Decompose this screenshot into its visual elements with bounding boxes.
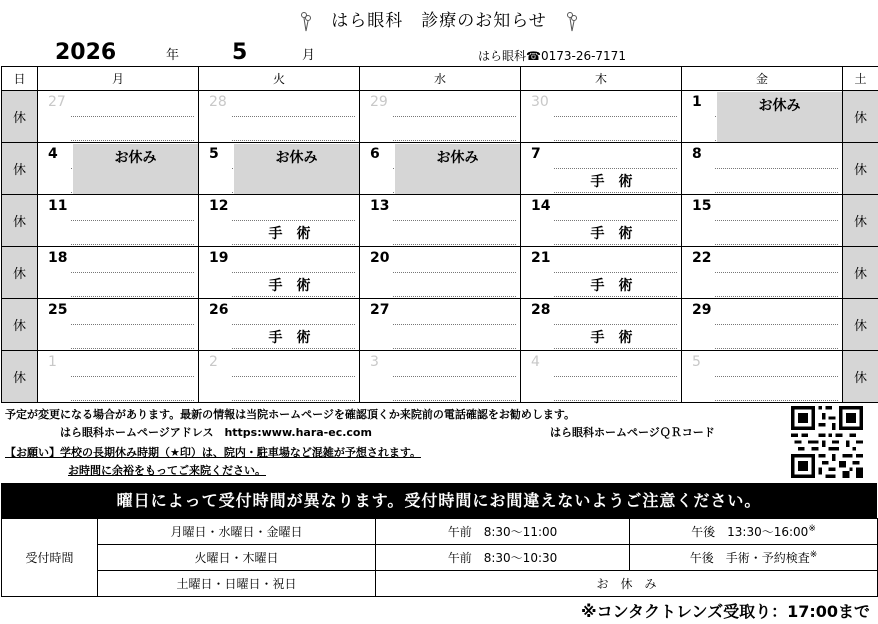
surgery-label: 手術 — [268, 277, 325, 294]
hours-pm: 午後 手術・予約検査 — [689, 551, 810, 565]
day-number: 25 — [48, 301, 68, 318]
saturday-closed-cell: 休 — [843, 351, 878, 403]
year-unit: 年 — [166, 48, 180, 63]
hours-label: 受付時間 — [2, 519, 98, 597]
surgery-label: 手術 — [268, 225, 325, 242]
day-number: 29 — [692, 301, 712, 318]
hours-am: 午前 8:30～11:00 — [376, 519, 630, 545]
hours-pm-cell — [630, 519, 878, 545]
hours-closed: お 休 み — [376, 571, 878, 597]
day-number: 5 — [692, 353, 701, 370]
page-title — [0, 6, 878, 32]
weekday-sun: 日 — [2, 67, 38, 91]
calendar-day — [521, 247, 682, 299]
calendar-day — [682, 143, 843, 195]
calendar-day — [199, 195, 360, 247]
flower-icon — [565, 10, 579, 32]
qr-code-icon — [790, 406, 864, 478]
holiday-label: お休み — [234, 144, 359, 194]
day-number: 22 — [692, 249, 712, 266]
month-unit: 月 — [302, 48, 316, 63]
day-number: 20 — [370, 249, 390, 266]
day-number: 4 — [48, 145, 58, 162]
request-notice-2: お時間に余裕をもってご来院ください。 — [68, 464, 266, 477]
sunday-closed-cell: 休 — [2, 299, 38, 351]
sunday-closed-cell: 休 — [2, 247, 38, 299]
weekday-mon: 月 — [38, 67, 199, 91]
holiday-label: お休み — [73, 144, 198, 194]
calendar-day — [360, 351, 521, 403]
calendar-day — [360, 195, 521, 247]
calendar-week — [2, 299, 878, 351]
weekday-header — [2, 67, 878, 91]
sunday-closed-cell: 休 — [2, 91, 38, 143]
day-number: 27 — [370, 301, 390, 318]
day-number: 3 — [370, 353, 379, 370]
flower-icon — [299, 10, 313, 32]
day-number: 30 — [531, 93, 549, 110]
calendar-day — [38, 91, 199, 143]
calendar-day — [521, 143, 682, 195]
calendar-day — [38, 351, 199, 403]
calendar-day — [38, 247, 199, 299]
weekday-fri: 金 — [682, 67, 843, 91]
saturday-closed-cell: 休 — [843, 143, 878, 195]
day-number: 21 — [531, 249, 551, 266]
calendar-day — [360, 299, 521, 351]
calendar-day — [360, 247, 521, 299]
saturday-closed-cell: 休 — [843, 247, 878, 299]
hours-row — [2, 519, 878, 545]
sunday-closed-cell: 休 — [2, 351, 38, 403]
reception-hours-table — [1, 518, 878, 597]
calendar-week — [2, 143, 878, 195]
surgery-label: 手術 — [590, 277, 647, 294]
hours-pm: 午後 13:30～16:00 — [691, 525, 809, 539]
year: 2026 — [55, 40, 117, 65]
day-number: 15 — [692, 197, 712, 214]
day-number: 18 — [48, 249, 68, 266]
saturday-closed-cell: 休 — [843, 91, 878, 143]
calendar-day — [521, 91, 682, 143]
calendar-day — [682, 91, 843, 143]
calendar-week — [2, 195, 878, 247]
calendar-day — [360, 143, 521, 195]
day-number: 13 — [370, 197, 390, 214]
hours-row — [2, 545, 878, 571]
homepage-qr-label: はら眼科ホームページＱＲコード — [550, 426, 715, 439]
calendar — [1, 66, 878, 403]
calendar-day — [682, 299, 843, 351]
month: 5 — [232, 40, 248, 65]
calendar-day — [199, 247, 360, 299]
day-number: 12 — [209, 197, 229, 214]
day-number: 4 — [531, 353, 540, 370]
sunday-closed-cell: 休 — [2, 195, 38, 247]
day-number: 1 — [692, 93, 702, 110]
request-notice: 【お願い】学校の長期休み時期（★印）は、院内・駐車場など混雑が予想されます。 — [5, 446, 421, 459]
weekday-tue: 火 — [199, 67, 360, 91]
contact-lens-note: ※コンタクトレンズ受取り：17:00まで — [581, 602, 870, 621]
hours-row — [2, 571, 878, 597]
hours-days: 火曜日・木曜日 — [98, 545, 376, 571]
day-number: 28 — [531, 301, 551, 318]
calendar-day — [38, 195, 199, 247]
saturday-closed-cell: 休 — [843, 195, 878, 247]
calendar-day — [682, 247, 843, 299]
weekday-sat: 土 — [843, 67, 878, 91]
calendar-day — [360, 91, 521, 143]
day-number: 26 — [209, 301, 229, 318]
holiday-label: お休み — [717, 92, 842, 142]
calendar-day — [682, 195, 843, 247]
calendar-week — [2, 91, 878, 143]
calendar-day — [199, 351, 360, 403]
day-number: 1 — [48, 353, 57, 370]
holiday-label: お休み — [395, 144, 520, 194]
weekday-wed: 水 — [360, 67, 521, 91]
calendar-day — [521, 299, 682, 351]
saturday-closed-cell: 休 — [843, 299, 878, 351]
calendar-day — [199, 299, 360, 351]
day-number: 11 — [48, 197, 68, 214]
title-text: はら眼科 診療のお知らせ — [331, 11, 547, 31]
hours-pm-cell — [630, 545, 878, 571]
surgery-label: 手術 — [590, 225, 647, 242]
clinic-phone: はら眼科☎0173-26-7171 — [478, 49, 626, 63]
surgery-label: 手術 — [590, 173, 647, 190]
day-number: 5 — [209, 145, 219, 162]
homepage-address: はら眼科ホームページアドレス https:www.hara-ec.com — [60, 426, 372, 439]
day-number: 2 — [209, 353, 218, 370]
day-number: 27 — [48, 93, 66, 110]
calendar-day — [521, 195, 682, 247]
calendar-day — [38, 299, 199, 351]
hours-days: 土曜日・日曜日・祝日 — [98, 571, 376, 597]
hours-pm-mark: ※ — [808, 524, 816, 534]
calendar-day — [682, 351, 843, 403]
day-number: 6 — [370, 145, 380, 162]
sunday-closed-cell: 休 — [2, 143, 38, 195]
day-number: 28 — [209, 93, 227, 110]
weekday-thu: 木 — [521, 67, 682, 91]
calendar-week — [2, 247, 878, 299]
day-number: 29 — [370, 93, 388, 110]
day-number: 19 — [209, 249, 229, 266]
day-number: 7 — [531, 145, 541, 162]
hours-am: 午前 8:30～10:30 — [376, 545, 630, 571]
hours-days: 月曜日・水曜日・金曜日 — [98, 519, 376, 545]
day-number: 14 — [531, 197, 551, 214]
calendar-day — [199, 91, 360, 143]
calendar-week — [2, 351, 878, 403]
calendar-day — [38, 143, 199, 195]
notice-banner: 曜日によって受付時間が異なります。受付時間にお間違えないようご注意ください。 — [1, 483, 877, 518]
hours-pm-mark: ※ — [809, 550, 818, 560]
day-number: 8 — [692, 145, 702, 162]
surgery-label: 手術 — [590, 329, 647, 346]
calendar-day — [199, 143, 360, 195]
surgery-label: 手術 — [268, 329, 325, 346]
calendar-day — [521, 351, 682, 403]
schedule-change-notice: 予定が変更になる場合があります。最新の情報は当院ホームページを確認頂くか来院前の電話確認をお勧めします。 — [5, 408, 576, 421]
